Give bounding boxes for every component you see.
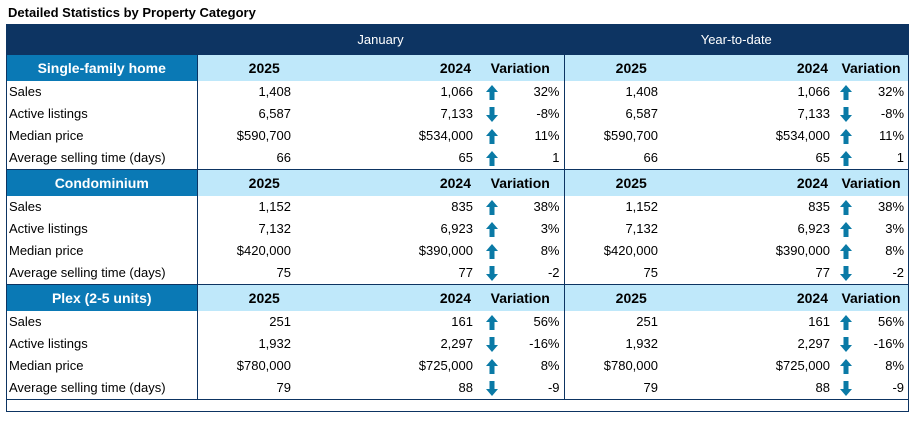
metric-label: Average selling time (days)	[7, 262, 197, 285]
section-header-row	[7, 55, 908, 81]
table-row	[7, 125, 908, 147]
period-header-row	[7, 25, 908, 55]
header-year-current: 2025	[564, 285, 698, 312]
value-previous-year: 77	[698, 262, 834, 285]
metric-label: Median price	[9, 358, 84, 373]
header-year-current: 2025	[197, 285, 331, 312]
metric-label: Active listings	[9, 221, 88, 236]
table-row	[7, 333, 908, 355]
variation-value: 32%	[533, 84, 560, 99]
value-previous-year: 88	[698, 377, 834, 400]
value-current-year: 79	[197, 377, 331, 400]
arrow-up-icon	[477, 81, 507, 103]
variation-value: -2	[507, 262, 564, 285]
table-row	[7, 240, 908, 262]
table-row	[7, 196, 908, 218]
value-current-year: $590,700	[564, 125, 698, 147]
statistics-table	[7, 25, 908, 400]
value-previous-year: 1,066	[440, 84, 473, 99]
value-current-year: $420,000	[564, 240, 698, 262]
variation-value: 3%	[540, 221, 560, 236]
arrow-up-icon	[477, 196, 507, 218]
value-current-year: 7,132	[197, 218, 331, 240]
section-header-row	[7, 285, 908, 312]
arrow-up-icon	[834, 240, 858, 262]
variation-value: 11%	[878, 128, 905, 143]
table-row	[7, 377, 908, 400]
metric-label: Sales	[9, 84, 42, 99]
value-current-year: 7,132	[564, 218, 698, 240]
header-year-previous: 2024	[331, 285, 477, 312]
header-year-previous: 2024	[331, 170, 477, 197]
header-year-current: 2025	[564, 170, 698, 197]
arrow-down-icon	[834, 103, 858, 125]
header-year-previous: 2024	[698, 285, 834, 312]
header-year-current: 2025	[197, 170, 331, 197]
variation-value: 56%	[877, 314, 905, 329]
table-row	[7, 103, 908, 125]
metric-label: Average selling time (days)	[7, 147, 197, 170]
header-variation: Variation	[477, 285, 564, 312]
value-previous-year: 7,133	[440, 106, 473, 121]
header-corner	[7, 25, 197, 55]
value-current-year: 1,932	[564, 333, 698, 355]
arrow-down-icon	[477, 377, 507, 400]
value-current-year: 6,587	[197, 103, 331, 125]
metric-label: Median price	[9, 128, 84, 143]
value-previous-year: 835	[451, 199, 473, 214]
arrow-up-icon	[477, 240, 507, 262]
variation-value: -8%	[880, 106, 905, 121]
table-row	[7, 311, 908, 333]
value-previous-year: 161	[808, 314, 830, 329]
value-previous-year: 7,133	[797, 106, 830, 121]
section-header-row	[7, 170, 908, 197]
metric-label: Sales	[9, 314, 42, 329]
arrow-up-icon	[477, 355, 507, 377]
header-variation: Variation	[834, 285, 908, 312]
category-label: Plex (2-5 units)	[7, 285, 197, 312]
metric-label: Sales	[9, 199, 42, 214]
variation-value: 8%	[540, 243, 560, 258]
arrow-down-icon	[834, 333, 858, 355]
value-current-year: 66	[564, 147, 698, 170]
arrow-down-icon	[834, 377, 858, 400]
variation-value: 1	[507, 147, 564, 170]
header-variation: Variation	[477, 170, 564, 197]
arrow-up-icon	[834, 311, 858, 333]
variation-value: 8%	[885, 358, 905, 373]
category-label: Condominium	[7, 170, 197, 197]
arrow-up-icon	[834, 125, 858, 147]
arrow-up-icon	[834, 196, 858, 218]
value-previous-year: 6,923	[440, 221, 473, 236]
value-previous-year: 161	[451, 314, 473, 329]
value-previous-year: 65	[331, 147, 477, 170]
statistics-table-frame	[6, 24, 909, 412]
table-row	[7, 147, 908, 170]
variation-value: 3%	[885, 221, 905, 236]
value-current-year: $780,000	[564, 355, 698, 377]
value-previous-year: 1,066	[797, 84, 830, 99]
variation-value: 32%	[877, 84, 905, 99]
value-current-year: 1,408	[564, 81, 698, 103]
arrow-down-icon	[477, 262, 507, 285]
arrow-up-icon	[834, 81, 858, 103]
metric-label: Median price	[9, 243, 84, 258]
variation-value: -16%	[529, 336, 560, 351]
header-year-previous: 2024	[698, 55, 834, 81]
variation-value: 11%	[534, 128, 560, 143]
value-current-year: 6,587	[564, 103, 698, 125]
value-previous-year: $725,000	[418, 358, 473, 373]
value-previous-year: $534,000	[775, 128, 830, 143]
variation-value: -2	[858, 262, 908, 285]
arrow-down-icon	[477, 333, 507, 355]
value-current-year: $420,000	[197, 240, 331, 262]
value-previous-year: $534,000	[418, 128, 473, 143]
value-previous-year: $725,000	[775, 358, 830, 373]
value-current-year: 75	[564, 262, 698, 285]
header-year-current: 2025	[197, 55, 331, 81]
variation-value: -8%	[536, 106, 560, 121]
header-variation: Variation	[477, 55, 564, 81]
value-previous-year: 2,297	[440, 336, 473, 351]
value-current-year: $780,000	[197, 355, 331, 377]
table-row	[7, 218, 908, 240]
value-current-year: 1,932	[197, 333, 331, 355]
header-year-previous: 2024	[331, 55, 477, 81]
header-year-current: 2025	[564, 55, 698, 81]
arrow-up-icon	[477, 218, 507, 240]
value-current-year: 1,152	[564, 196, 698, 218]
value-current-year: 251	[564, 311, 698, 333]
arrow-up-icon	[834, 355, 858, 377]
period-year-to-date: Year-to-date	[564, 25, 908, 55]
metric-label: Active listings	[9, 106, 88, 121]
header-year-previous: 2024	[698, 170, 834, 197]
variation-value: -9	[858, 377, 908, 400]
value-previous-year: 88	[331, 377, 477, 400]
category-label: Single-family home	[7, 55, 197, 81]
arrow-down-icon	[834, 262, 858, 285]
value-current-year: 79	[564, 377, 698, 400]
table-row	[7, 262, 908, 285]
metric-label: Average selling time (days)	[7, 377, 197, 400]
arrow-up-icon	[477, 125, 507, 147]
value-current-year: 1,152	[197, 196, 331, 218]
value-previous-year: 77	[331, 262, 477, 285]
variation-value: 56%	[533, 314, 560, 329]
value-current-year: 251	[197, 311, 331, 333]
value-previous-year: $390,000	[418, 243, 473, 258]
variation-value: 38%	[877, 199, 905, 214]
variation-value: 1	[858, 147, 908, 170]
header-variation: Variation	[834, 55, 908, 81]
value-current-year: 1,408	[197, 81, 331, 103]
arrow-up-icon	[834, 218, 858, 240]
variation-value: 8%	[540, 358, 560, 373]
value-current-year: 66	[197, 147, 331, 170]
arrow-up-icon	[477, 311, 507, 333]
arrow-up-icon	[834, 147, 858, 170]
variation-value: 38%	[533, 199, 560, 214]
value-previous-year: 6,923	[797, 221, 830, 236]
metric-label: Active listings	[9, 336, 88, 351]
value-current-year: $590,700	[197, 125, 331, 147]
table-row	[7, 81, 908, 103]
variation-value: -9	[507, 377, 564, 400]
arrow-up-icon	[477, 147, 507, 170]
value-previous-year: 65	[698, 147, 834, 170]
value-previous-year: 2,297	[797, 336, 830, 351]
table-title: Detailed Statistics by Property Category	[8, 5, 256, 20]
value-previous-year: 835	[808, 199, 830, 214]
period-january: January	[197, 25, 564, 55]
variation-value: 8%	[885, 243, 905, 258]
header-variation: Variation	[834, 170, 908, 197]
value-previous-year: $390,000	[775, 243, 830, 258]
variation-value: -16%	[873, 336, 905, 351]
table-row	[7, 355, 908, 377]
value-current-year: 75	[197, 262, 331, 285]
arrow-down-icon	[477, 103, 507, 125]
